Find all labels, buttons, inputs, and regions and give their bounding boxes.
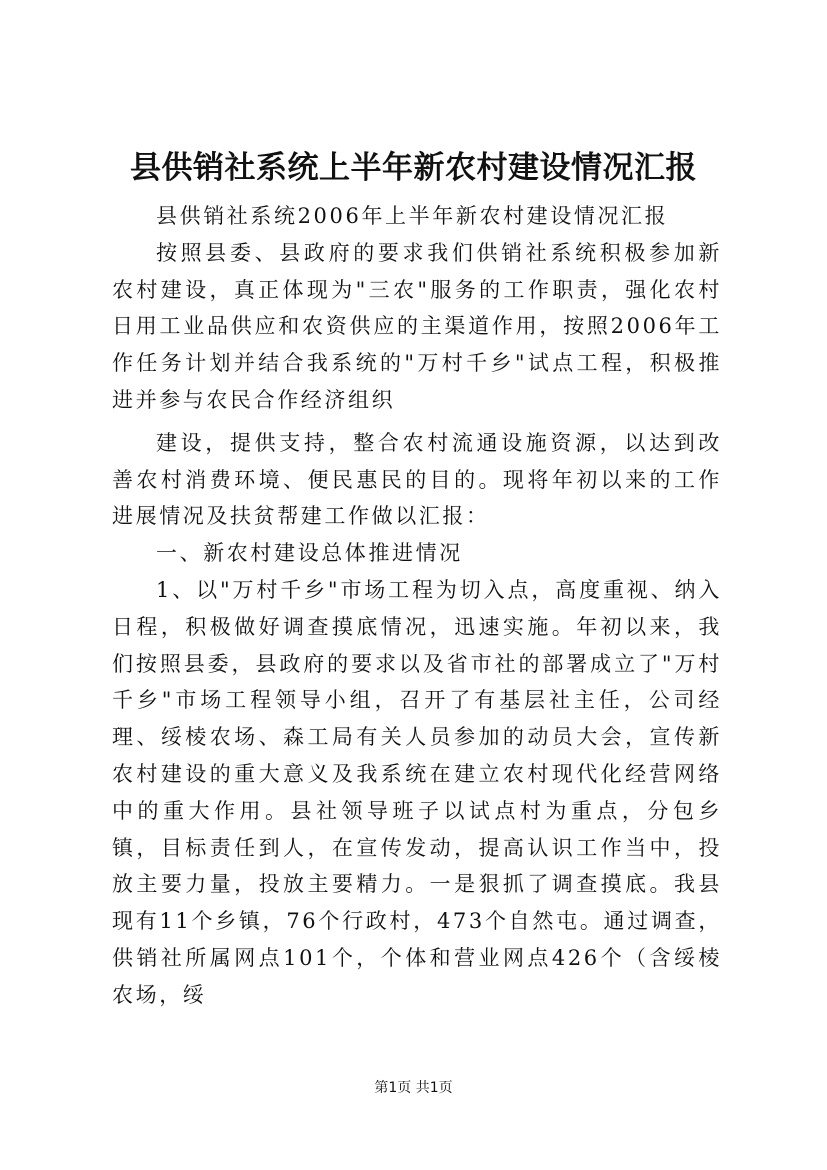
subtitle-paragraph: 县供销社系统2006年上半年新农村建设情况汇报 xyxy=(156,204,669,228)
document-body xyxy=(112,198,722,1014)
document-title: 县供销社系统上半年新农村建设情况汇报 xyxy=(130,150,697,186)
body-paragraph: 1、以"万村千乡"市场工程为切入点，高度重视、纳入日程，积极做好调查摸底情况，迅速实施。年初以来，我们按照县委，县政府的要求以及省市社的部署成立了"万村千乡"市场工程领导小组，召开了有基层社主任，公司经理、绥棱农场、森工局有关人员参加的动员大会，宣传新农村建设的重大意义及我系统在建立农村现代化经营网络中的重大作用。县社领导班子以试点村为重点，分包乡镇，目标责任到人，在宣传发动，提高认识工作当中，投放主要力量，投放主要精力。一是狠抓了调查摸底。我县现有11个乡镇，76个行政村，473个自然屯。通过调查，供销社所属网点101个，个体和营业网点426个（含绥棱农场，绥 xyxy=(112,577,722,1007)
body-paragraph: 按照县委、县政府的要求我们供销社系统积极参加新农村建设，真正体现为"三农"服务的工作职责，强化农村日用工业品供应和农资供应的主渠道作用，按照2006年工作任务计划并结合我系统的"万村千乡"试点工程，积极推进并参与农民合作经济组织 xyxy=(112,240,722,412)
body-paragraph: 建设，提供支持，整合农村流通设施资源，以达到改善农村消费环境、便民惠民的目的。现将年初以来的工作进展情况及扶贫帮建工作做以汇报： xyxy=(112,430,722,529)
section-heading: 一、新农村建设总体推进情况 xyxy=(156,541,463,566)
page-number-footer: 第1页 共1页 xyxy=(374,1080,453,1096)
